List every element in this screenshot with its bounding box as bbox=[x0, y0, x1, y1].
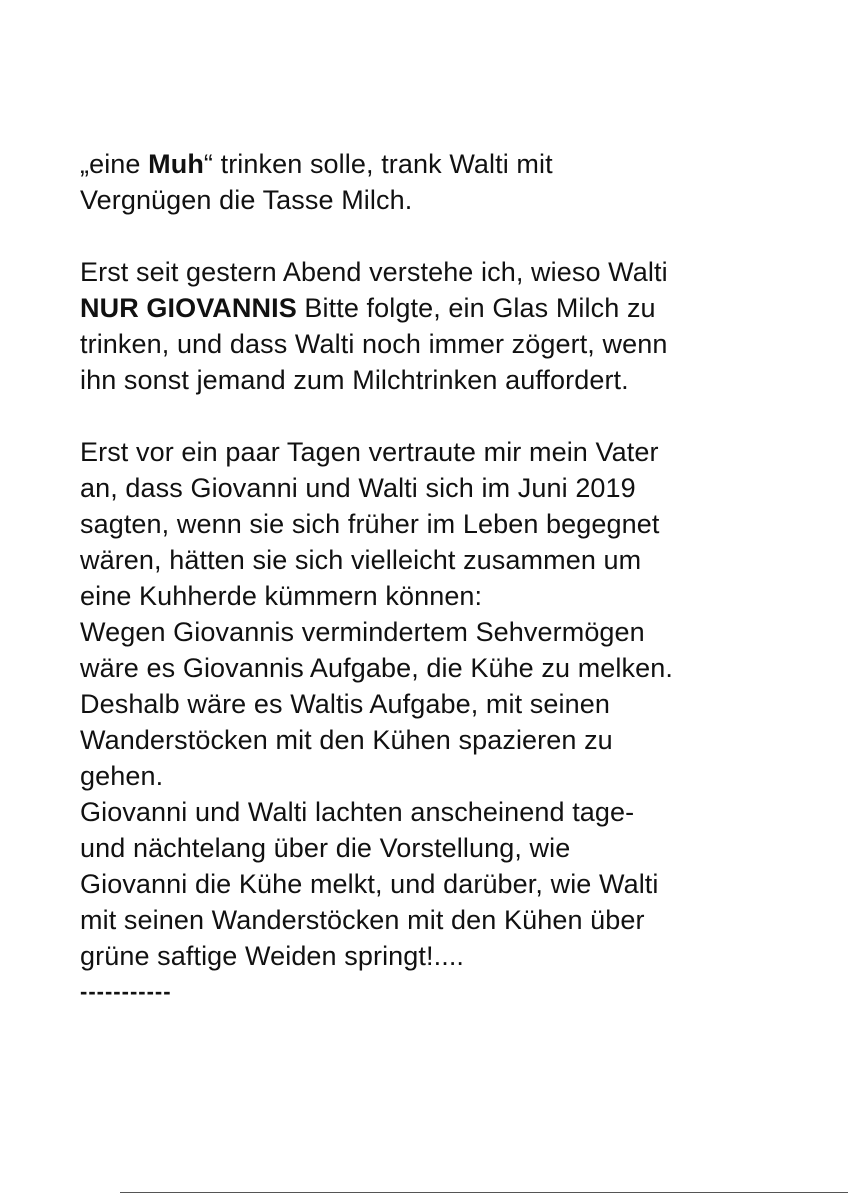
text-line: Deshalb wäre es Waltis Aufgabe, mit seinen bbox=[80, 689, 610, 719]
text-line: Giovanni und Walti lachten anscheinend tage- bbox=[80, 797, 635, 827]
text-fragment: „eine bbox=[80, 149, 149, 179]
text-line: Vergnügen die Tasse Milch. bbox=[80, 185, 413, 215]
text-line: Wanderstöcken mit den Kühen spazieren zu bbox=[80, 725, 613, 755]
paragraph-1 bbox=[80, 146, 800, 218]
text-line: Wegen Giovannis vermindertem Sehvermögen bbox=[80, 617, 645, 647]
text-line: grüne saftige Weiden springt!.... bbox=[80, 941, 465, 971]
paragraph-2 bbox=[80, 254, 800, 398]
text-line: gehen. bbox=[80, 761, 164, 791]
text-line: wären, hätten sie sich vielleicht zusammen um bbox=[80, 545, 642, 575]
text-line: mit seinen Wanderstöcken mit den Kühen über bbox=[80, 905, 645, 935]
text-line: Erst seit gestern Abend verstehe ich, wieso Walti bbox=[80, 257, 668, 287]
text-line: eine Kuhherde kümmern können: bbox=[80, 581, 483, 611]
text-fragment: Bitte folgte, ein Glas Milch zu bbox=[296, 293, 656, 323]
bold-word-muh: Muh bbox=[148, 149, 204, 179]
text-line: und nächtelang über die Vorstellung, wie bbox=[80, 833, 571, 863]
text-line: Giovanni die Kühe melkt, und darüber, wie Walti bbox=[80, 869, 659, 899]
text-line: wäre es Giovannis Aufgabe, die Kühe zu melken. bbox=[80, 653, 673, 683]
text-line: sagten, wenn sie sich früher im Leben begegnet bbox=[80, 509, 660, 539]
scan-edge-line bbox=[120, 1192, 848, 1193]
separator-dashes: ----------- bbox=[80, 979, 172, 1004]
text-fragment: “ trinken solle, trank Walti mit bbox=[203, 149, 553, 179]
text-line: ihn sonst jemand zum Milchtrinken auffordert. bbox=[80, 365, 629, 395]
paragraph-3 bbox=[80, 434, 800, 1010]
text-line: Erst vor ein paar Tagen vertraute mir mein Vater bbox=[80, 437, 659, 467]
text-line bbox=[80, 146, 800, 182]
text-line: an, dass Giovanni und Walti sich im Juni 2019 bbox=[80, 473, 636, 503]
text-line bbox=[80, 290, 800, 326]
body-text bbox=[80, 146, 800, 1010]
bold-phrase-nur-giovannis: NUR GIOVANNIS bbox=[80, 293, 297, 323]
text-line: trinken, und dass Walti noch immer zögert, wenn bbox=[80, 329, 668, 359]
